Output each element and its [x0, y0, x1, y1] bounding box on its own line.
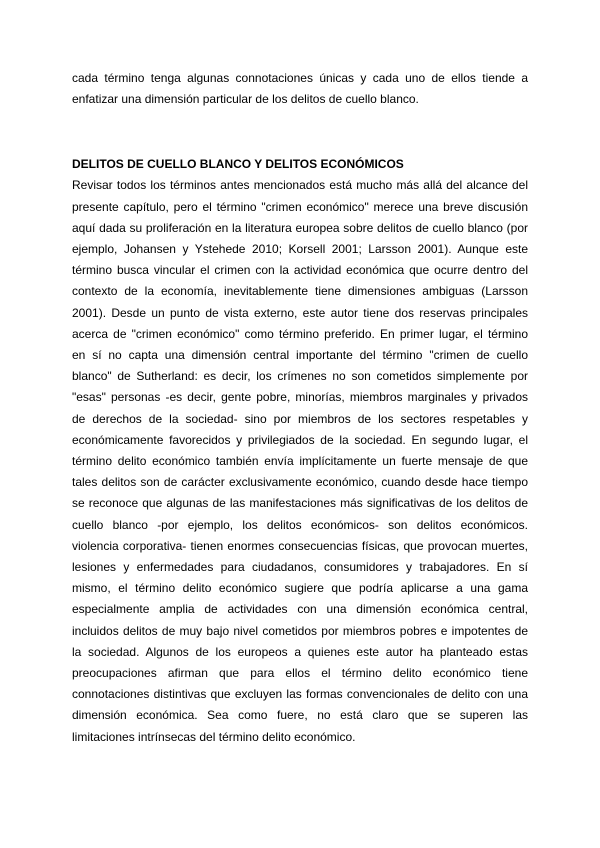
text-line: presente capítulo, pero el término "crimen económico" merece una breve discusión [72, 199, 528, 214]
text-line: violencia corporativa- tienen enormes consecuencias físicas, que provocan muertes, [72, 538, 528, 553]
text-line: Revisar todos los términos antes mencionados está mucho más allá del alcance del [72, 178, 528, 193]
text-line: contexto de la economía, inevitablemente tiene dimensiones ambiguas (Larsson [72, 284, 528, 299]
section-heading: DELITOS DE CUELLO BLANCO Y DELITOS ECONÓMICOS [72, 157, 404, 172]
text-line: lesiones y enfermedades para ciudadanos, consumidores y trabajadores. En sí [72, 560, 528, 575]
text-line: "esas" personas -es decir, gente pobre, minorías, miembros marginales y privados [72, 390, 528, 405]
text-line: tales delitos son de carácter exclusivamente económico, cuando desde hace tiempo [72, 475, 528, 490]
text-line: económicamente favorecidos y privilegiados de la sociedad. En segundo lugar, el [72, 432, 528, 447]
text-line: en sí no capta una dimensión central importante del término "crimen de cuello [72, 348, 528, 363]
text-line: acerca de "crimen económico" como término preferido. En primer lugar, el término [72, 326, 528, 341]
text-line: 2001). Desde un punto de vista externo, este autor tiene dos reservas principales [72, 305, 528, 320]
text-line: se reconoce que algunas de las manifestaciones más significativas de los delitos de [72, 496, 528, 511]
body-paragraph [72, 175, 528, 747]
text-line: de derechos de la sociedad- sino por miembros de los sectores respetables y [72, 411, 528, 426]
text-line: cuello blanco -por ejemplo, los delitos económicos- son delitos económicos. [72, 517, 528, 532]
text-line: ejemplo, Johansen y Ystehede 2010; Korsell 2001; Larsson 2001). Aunque este [72, 242, 528, 257]
text-line: connotaciones distintivas que excluyen las formas convencionales de delito con una [72, 687, 528, 702]
text-line: dimensión económica. Sea como fuere, no está claro que se superen las [72, 708, 528, 723]
document-page [72, 68, 528, 748]
text-line: término delito económico también envía implícitamente un fuerte mensaje de que [72, 454, 528, 469]
text-line: aquí dada su proliferación en la literatura europea sobre delitos de cuello blanco (por [72, 220, 528, 235]
text-line: preocupaciones afirman que para ellos el término delito económico tiene [72, 666, 528, 681]
text-line: la sociedad. Algunos de los europeos a quienes este autor ha planteado estas [72, 644, 528, 659]
text-line: mismo, el término delito económico sugiere que podría aplicarse a una gama [72, 581, 528, 596]
text-line: cada término tenga algunas connotaciones únicas y cada uno de ellos tiende a [72, 71, 528, 85]
text-line: enfatizar una dimensión particular de los delitos de cuello blanco. [72, 92, 419, 107]
text-line: incluidos delitos de muy bajo nivel cometidos por miembros pobres e impotentes de [72, 623, 528, 638]
intro-paragraph [72, 68, 528, 110]
text-line: especialmente amplia de actividades con una dimensión económica central, [72, 602, 528, 617]
text-line: término busca vincular el crimen con la actividad económica que ocurre dentro del [72, 263, 528, 278]
text-line: limitaciones intrínsecas del término delito económico. [72, 729, 356, 744]
text-line: blanco" de Sutherland: es decir, los crímenes no son cometidos simplemente por [72, 369, 528, 384]
